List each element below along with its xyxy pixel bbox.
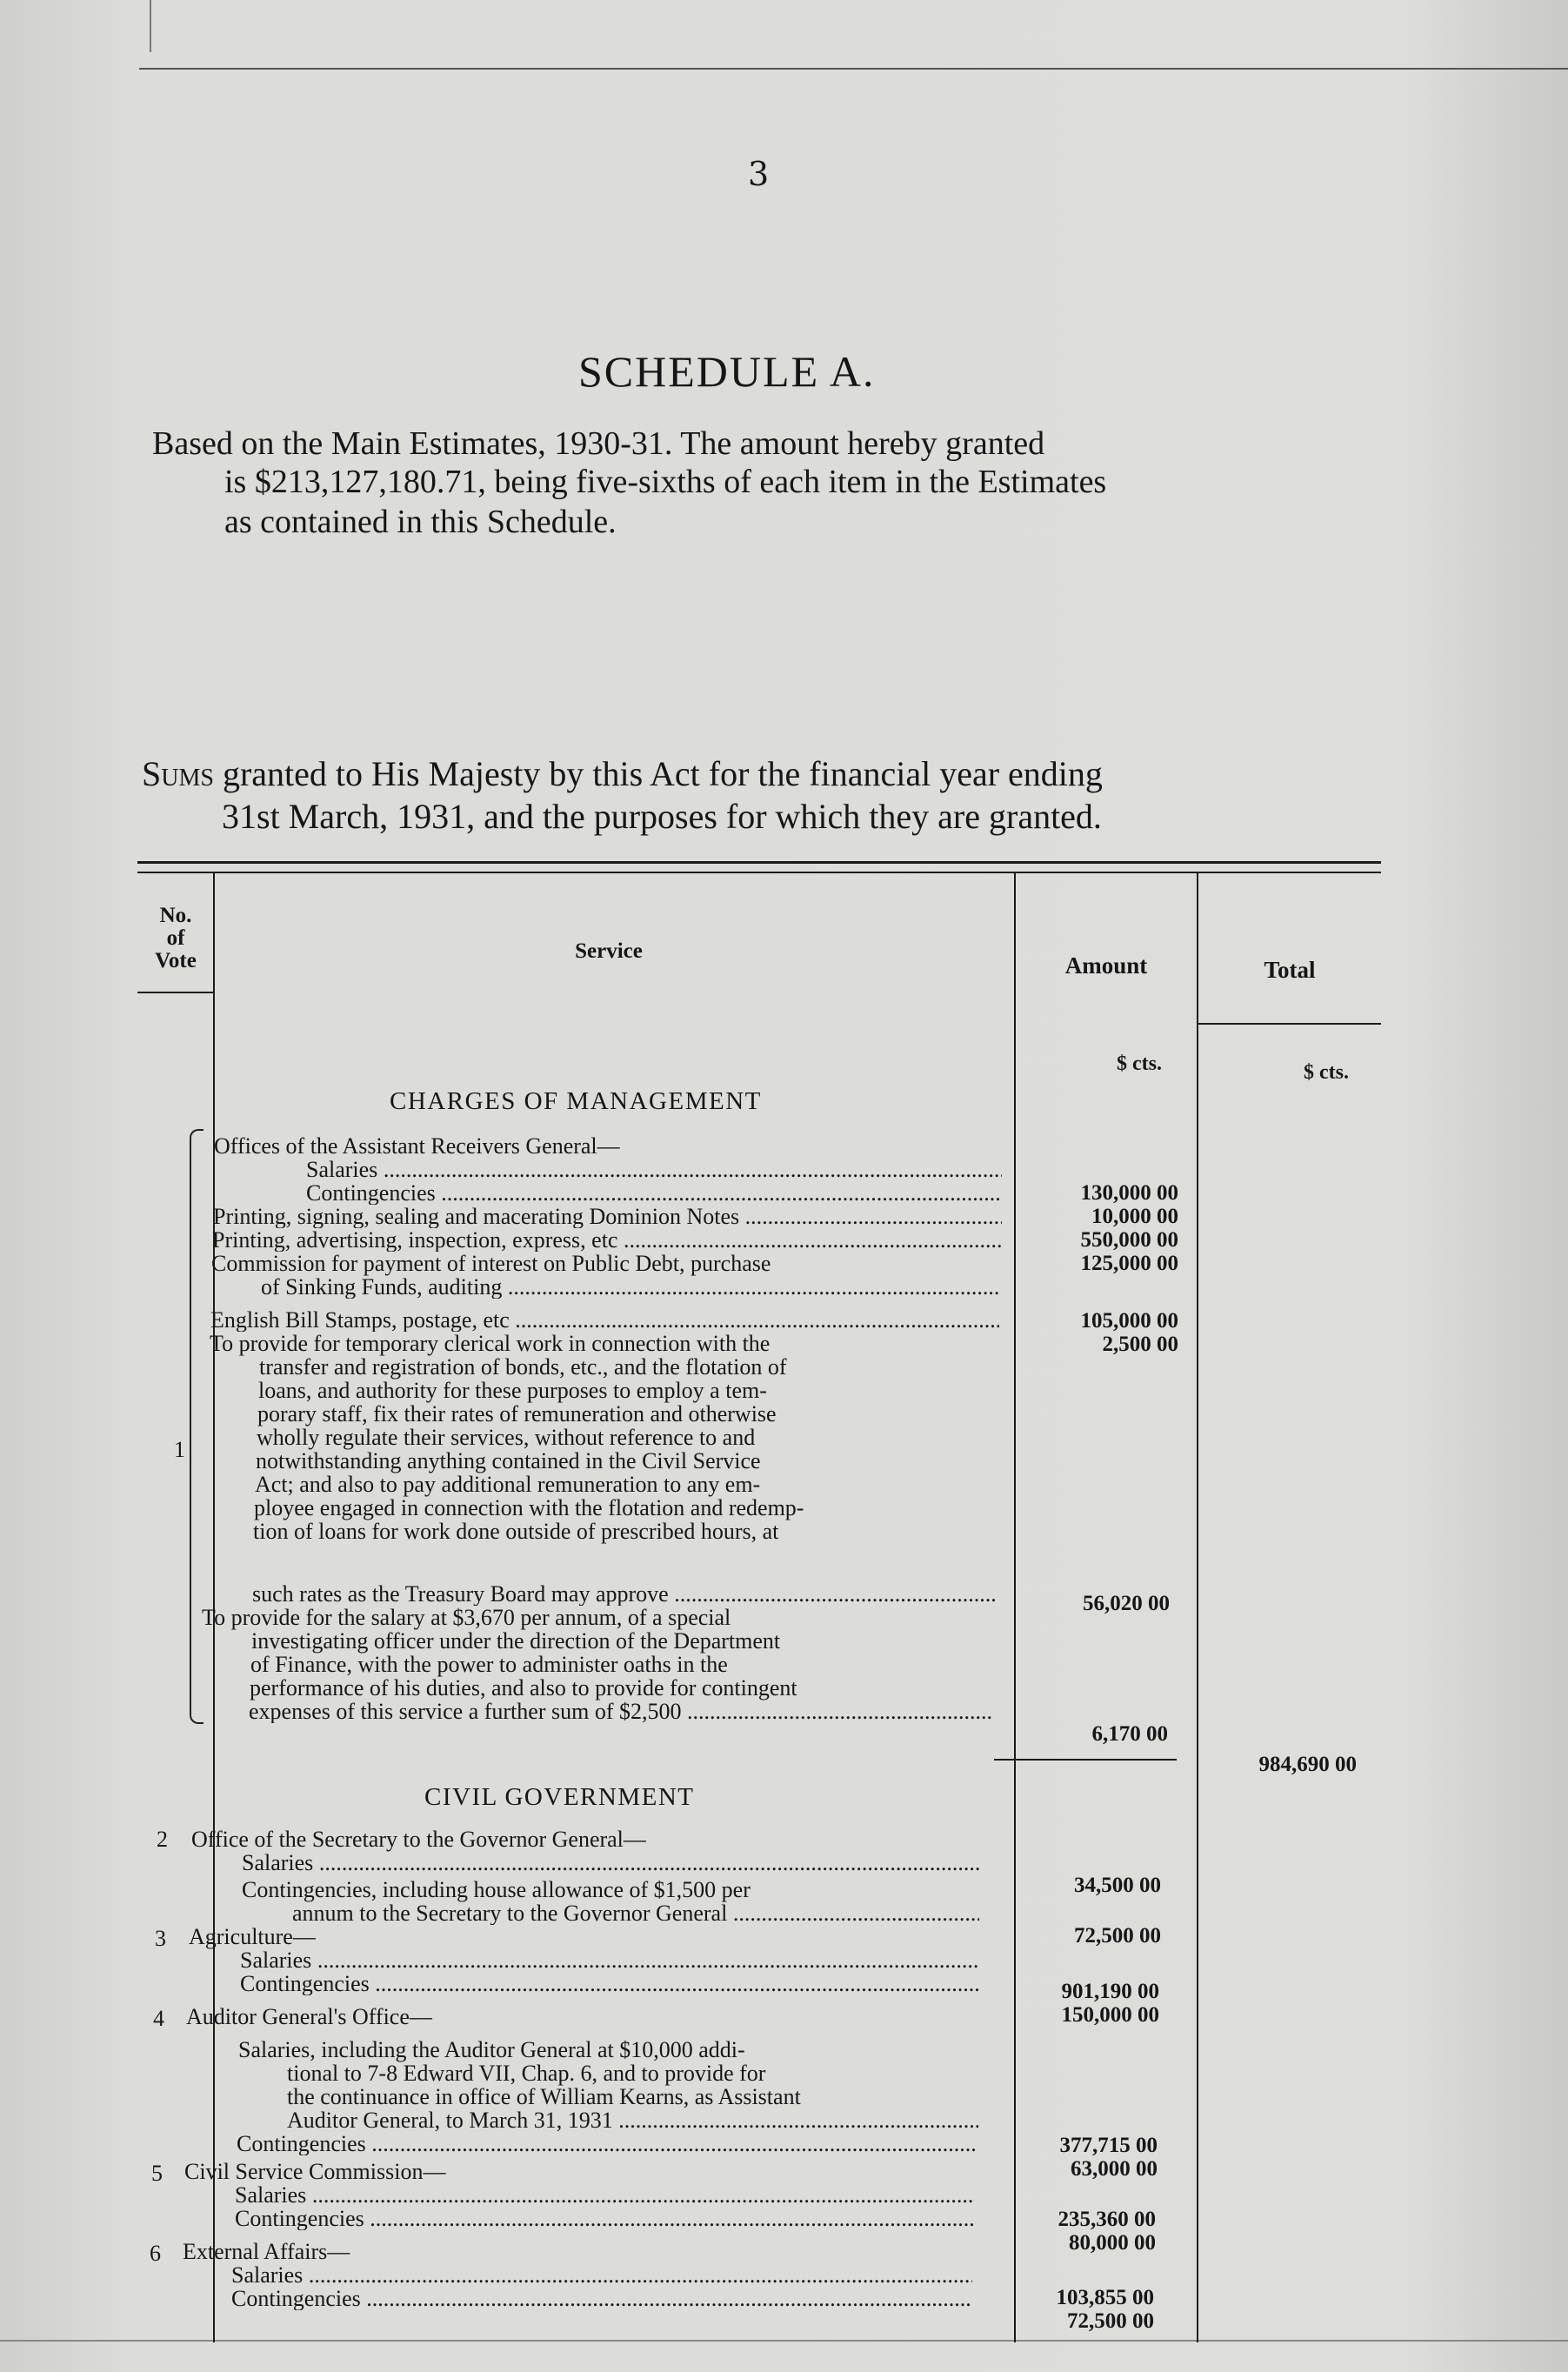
vote-header-line-1: No. — [159, 904, 192, 927]
vote-1-brace — [190, 1129, 204, 1724]
vote-header-line-3: Vote — [155, 949, 197, 972]
amount-header: Amount — [1064, 952, 1148, 979]
service-line: Salaries ..... — [240, 1949, 979, 1972]
vote-number: 1 — [174, 1437, 185, 1462]
service-line: such rates as the Treasury Board may approve ..... — [252, 1583, 996, 1606]
service-line: Agriculture— — [189, 1924, 316, 1949]
service-line: Salaries, including the Auditor General at $10,000 addi- — [238, 2037, 745, 2062]
service-line: Contingencies, including house allowance of $1,500 per — [242, 1877, 751, 1902]
service-line: Printing, advertising, inspection, express, etc ..... — [212, 1229, 1001, 1252]
service-line: tion of loans for work done outside of prescribed hours, at — [253, 1519, 779, 1544]
total-header-rule — [1197, 1023, 1381, 1025]
service-line: Salaries ..... — [235, 2184, 974, 2207]
sums-line-1-rest: granted to His Majesty by this Act for the financial year ending — [213, 754, 1103, 793]
service-line: notwithstanding anything contained in the Civil Service — [256, 1448, 761, 1473]
intro-line-3: as contained in this Schedule. — [224, 504, 617, 540]
amount-value: 10,000 00 — [1091, 1205, 1178, 1228]
amount-value: 235,360 00 — [1058, 2208, 1156, 2231]
amount-value: 125,000 00 — [1080, 1252, 1178, 1275]
service-line: English Bill Stamps, postage, etc ..... — [210, 1309, 999, 1332]
service-line: Printing, signing, sealing and macerating Dominion Notes ..... — [213, 1206, 1002, 1228]
total-units: $ cts. — [1304, 1061, 1349, 1084]
service-line: To provide for temporary clerical work in connection with the — [210, 1331, 771, 1356]
amount-value: 2,500 00 — [1102, 1333, 1178, 1356]
service-line: Salaries ..... — [231, 2264, 972, 2287]
bottom-edge-rule — [0, 2340, 1568, 2342]
service-line: of Sinking Funds, auditing ..... — [261, 1276, 1000, 1299]
service-line: the continuance in office of William Kearns, as Assistant — [287, 2084, 801, 2109]
service-line: Commission for payment of interest on Public Debt, purchase — [211, 1251, 771, 1276]
intro-line-2: is $213,127,180.71, being five-sixths of each item in the Estimates — [224, 464, 1107, 500]
service-line: Contingencies ..... — [235, 2208, 974, 2230]
section-civil-government: CIVIL GOVERNMENT — [424, 1783, 695, 1811]
service-line: Office of the Secretary to the Governor General— — [191, 1827, 646, 1852]
service-line: of Finance, with the power to administer oaths in the — [250, 1652, 728, 1677]
service-line: External Affairs— — [183, 2239, 350, 2264]
amount-value: 72,500 00 — [1067, 2309, 1154, 2333]
service-line: Contingencies ..... — [240, 1973, 979, 1995]
service-line: To provide for the salary at $3,670 per annum, of a special — [202, 1605, 731, 1630]
sums-line-2: 31st March, 1931, and the purposes for which they are granted. — [222, 797, 1102, 836]
service-line: Offices of the Assistant Receivers General— — [214, 1133, 620, 1159]
schedule-title: SCHEDULE A. — [578, 347, 876, 396]
total-header: Total — [1264, 957, 1316, 983]
amount-value: 150,000 00 — [1061, 2003, 1159, 2027]
service-line: annum to the Secretary to the Governor General ..... — [292, 1902, 979, 1925]
amount-value: 6,170 00 — [1091, 1722, 1168, 1746]
vote-header — [137, 905, 214, 972]
amount-value: 63,000 00 — [1071, 2157, 1158, 2181]
amount-value: 80,000 00 — [1069, 2231, 1156, 2255]
amount-value: 550,000 00 — [1080, 1228, 1178, 1252]
service-line: ployee engaged in connection with the flotation and redemp- — [254, 1495, 804, 1520]
sums-lead: Sums — [142, 754, 214, 793]
col-rule-total — [1197, 872, 1198, 2342]
service-header: Service — [575, 939, 643, 963]
amount-value: 130,000 00 — [1080, 1181, 1178, 1205]
amount-value: 901,190 00 — [1061, 1980, 1159, 2003]
service-line: expenses of this service a further sum of $2,500 ..... — [249, 1700, 992, 1723]
vote-header-rule — [137, 992, 214, 993]
service-line: Act; and also to pay additional remuneration to any em- — [255, 1472, 761, 1497]
top-edge-rule — [139, 68, 1568, 70]
service-line: Salaries ..... — [306, 1159, 1002, 1181]
service-line: Civil Service Commission— — [184, 2159, 446, 2184]
intro-line-1: Based on the Main Estimates, 1930-31. The amount hereby granted — [152, 425, 1045, 462]
vote-number: 4 — [153, 2006, 164, 2031]
table-top-rule — [137, 861, 1381, 864]
subtotal-rule — [994, 1759, 1177, 1761]
amount-value: 105,000 00 — [1080, 1309, 1178, 1333]
service-line: Salaries ..... — [242, 1852, 981, 1874]
amount-value: 34,500 00 — [1074, 1874, 1161, 1897]
service-line: investigating officer under the direction of the Department — [251, 1628, 781, 1654]
table-top-rule-2 — [137, 872, 1381, 873]
service-line: transfer and registration of bonds, etc., and the flotation of — [259, 1354, 787, 1380]
service-line: Contingencies ..... — [231, 2288, 972, 2310]
service-line: wholly regulate their services, without reference to and — [257, 1425, 756, 1450]
page-number: 3 — [748, 155, 770, 193]
vote-number: 2 — [157, 1827, 168, 1852]
amount-value: 72,500 00 — [1074, 1924, 1161, 1948]
service-line: loans, and authority for these purposes to employ a tem- — [258, 1378, 767, 1403]
vote-number: 6 — [150, 2241, 161, 2266]
service-line: Contingencies ..... — [306, 1182, 1002, 1205]
service-line: Contingencies ..... — [237, 2133, 976, 2155]
amount-value: 56,020 00 — [1083, 1592, 1170, 1615]
section-charges-of-management: CHARGES OF MANAGEMENT — [390, 1087, 762, 1115]
total-charges-of-management: 984,690 00 — [1258, 1753, 1357, 1776]
vote-header-line-2: of — [166, 926, 185, 950]
amount-units: $ cts. — [1117, 1052, 1162, 1075]
service-line: porary staff, fix their rates of remuneration and otherwise — [257, 1401, 777, 1427]
vote-number: 5 — [151, 2161, 163, 2186]
service-line: performance of his duties, and also to provide for contingent — [250, 1675, 797, 1700]
amount-value: 377,715 00 — [1059, 2134, 1158, 2157]
vote-number: 3 — [155, 1926, 166, 1951]
amount-value: 103,855 00 — [1056, 2286, 1154, 2309]
left-edge-rule — [150, 0, 151, 52]
sums-line-1 — [142, 753, 1103, 794]
service-line: tional to 7-8 Edward VII, Chap. 6, and to provide for — [287, 2061, 766, 2086]
service-line: Auditor General's Office— — [186, 2004, 432, 2029]
service-line: Auditor General, to March 31, 1931 ..... — [287, 2109, 978, 2132]
